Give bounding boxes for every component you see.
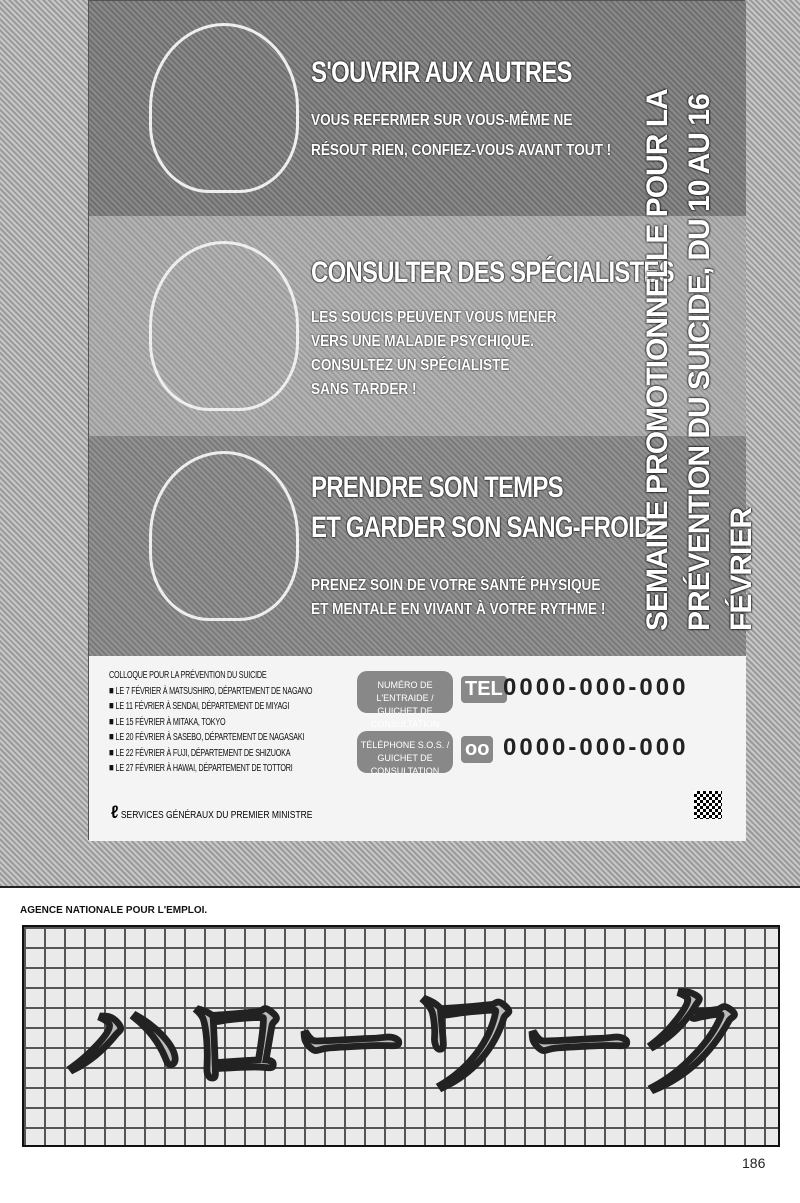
phone-number-1: 0000-000-000 (503, 674, 689, 701)
poster-footer-area (89, 656, 746, 841)
page-number: 186 (742, 1155, 766, 1171)
section-title: CONSULTER DES SPÉCIALISTES (311, 256, 674, 289)
phone-icon: oo (461, 736, 493, 763)
girl-illustration (149, 241, 299, 411)
poster (88, 0, 758, 840)
hello-work-sign: ハローワーク (64, 976, 748, 1110)
colloque-title: COLLOQUE POUR LA PRÉVENTION DU SUICIDE (109, 670, 267, 681)
girl-illustration (149, 451, 299, 621)
colloque-list (109, 668, 339, 777)
phone-number-2: 0000-000-000 (503, 734, 689, 761)
qr-code-icon (694, 791, 722, 819)
section-text: ET MENTALE EN VIVANT À VOTRE RYTHME ! (311, 601, 606, 618)
colloque-item: ■ LE 20 FÉVRIER À SASEBO, DÉPARTEMENT DE NAGASAKI (109, 730, 339, 746)
section-text: CONSULTEZ UN SPÉCIALISTE (311, 357, 510, 374)
section-title: S'OUVRIR AUX AUTRES (311, 56, 572, 89)
helpline-pill: NUMÉRO DE L'ENTRAIDE / GUICHET DE CONSULTATION (357, 671, 453, 713)
bottom-panel (22, 925, 780, 1147)
section-text: RÉSOUT RIEN, CONFIEZ-VOUS AVANT TOUT ! (311, 142, 612, 159)
section-text: PRENEZ SOIN DE VOTRE SANTÉ PHYSIQUE (311, 577, 601, 594)
colloque-item: ■ LE 7 FÉVRIER À MATSUSHIRO, DÉPARTEMENT DE NAGANO (109, 684, 339, 700)
colloque-item: ■ LE 15 FÉVRIER À MITAKA, TOKYO (109, 715, 339, 731)
caption: AGENCE NATIONALE POUR L'EMPLOI. (20, 905, 208, 916)
section-text: VERS UNE MALADIE PSYCHIQUE. (311, 333, 534, 350)
section-text: SANS TARDER ! (311, 381, 417, 398)
section-text: LES SOUCIS PEUVENT VOUS MENER (311, 309, 557, 326)
tel-label: TEL (461, 676, 507, 703)
section-title-2: ET GARDER SON SANG-FROID (311, 511, 651, 544)
section-text: VOUS REFERMER SUR VOUS-MÊME NE (311, 112, 573, 129)
section-title: PRENDRE SON TEMPS (311, 471, 563, 504)
girl-illustration (149, 23, 299, 193)
footer-credit (111, 802, 312, 823)
footer-credit-text: SERVICES GÉNÉRAUX DU PREMIER MINISTRE (120, 810, 313, 821)
colloque-item: ■ LE 22 FÉVRIER À FUJI, DÉPARTEMENT DE SHIZUOKA (109, 746, 339, 762)
colloque-item: ■ LE 11 FÉVRIER À SENDAI, DÉPARTEMENT DE MIYAGI (109, 699, 339, 715)
vertical-title: SEMAINE PROMOTIONNELLE POUR LA PRÉVENTION DU SUICIDE, DU 10 AU 16 FÉVRIER (641, 90, 758, 631)
government-logo-icon: ℓ (111, 802, 119, 822)
sos-pill: TÉLÉPHONE S.O.S. / GUICHET DE CONSULTATION (357, 731, 453, 773)
colloque-item: ■ LE 27 FÉVRIER À HAWAI, DÉPARTEMENT DE TOTTORI (109, 761, 339, 777)
